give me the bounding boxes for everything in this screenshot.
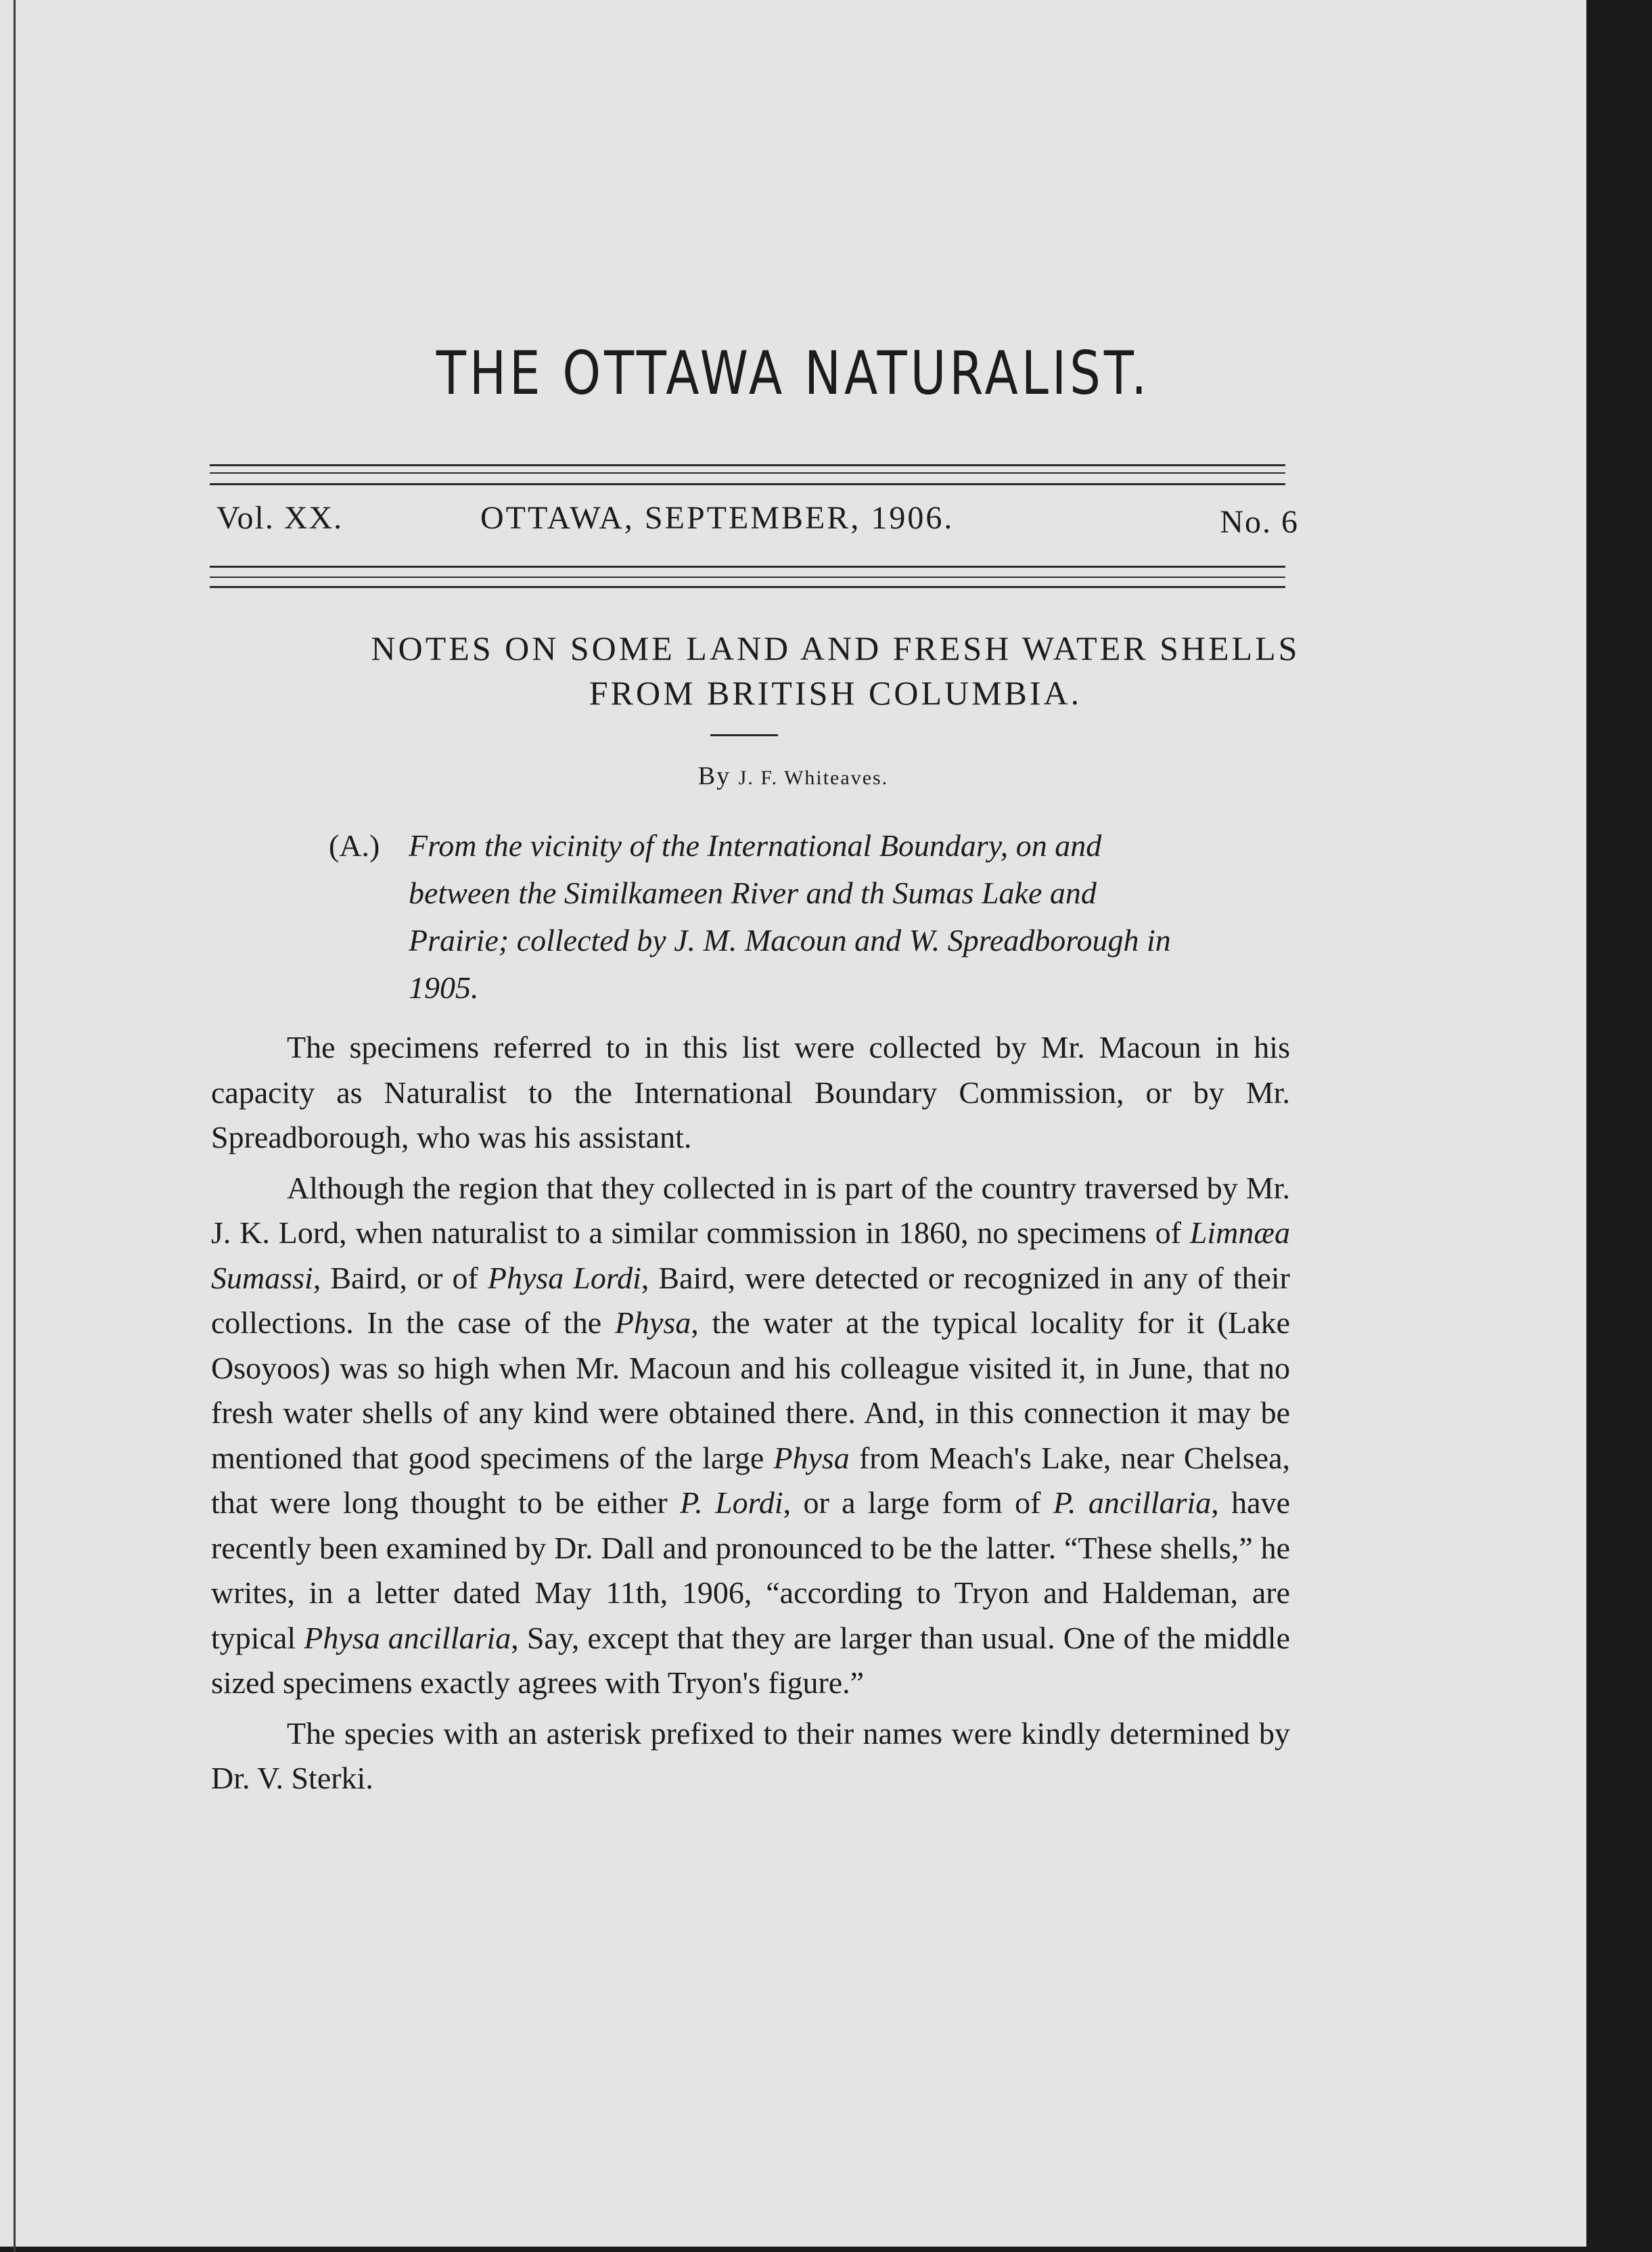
paragraph-1: The specimens referred to in this list were collected by Mr. Macoun in his capacity as Naturalist to the International Boundary Commission, or by Mr. Spreadborough, who was his assistant. bbox=[211, 1030, 1290, 1154]
p2-text-b: , Baird, or of bbox=[313, 1260, 488, 1295]
p2-text-a: Although the region that they collected in is part of the country traversed by Mr. J. K. Lord, when naturalist to a similar commission in 1860, no specimens of bbox=[211, 1170, 1290, 1250]
article-title-line-2: FROM BRITISH COLUMBIA. bbox=[589, 674, 1082, 712]
binding-edge-line bbox=[14, 0, 16, 2252]
volume-label: Vol. XX. bbox=[216, 500, 344, 536]
species-physa-lordi: Physa Lordi bbox=[487, 1260, 641, 1295]
species-physa-ancillaria: Physa ancillaria bbox=[304, 1620, 511, 1655]
p2-text-f: , or a large form of bbox=[783, 1485, 1053, 1520]
header-rule-top-3 bbox=[210, 483, 1285, 485]
header-rule-bottom-2 bbox=[210, 577, 1285, 578]
species-p-lordi: P. Lordi bbox=[680, 1485, 783, 1520]
header-rule-top-1 bbox=[210, 464, 1285, 466]
byline-prefix: By bbox=[697, 762, 731, 790]
section-description: From the vicinity of the International Boundary, on and between the Similkameen River and th Sumas Lake and Prairie; collected by J. M. Macoun and W. Spreadborough in 1905. bbox=[409, 828, 1171, 1005]
place-date: OTTAWA, SEPTEMBER, 1906. bbox=[480, 500, 955, 536]
genus-physa-2: Physa bbox=[773, 1440, 850, 1475]
issue-number: No. 6 bbox=[1220, 504, 1299, 540]
p2-text-e: from Meach's Lake, near Chelsea, that were long thought to be either bbox=[211, 1440, 1290, 1520]
paragraph-2 bbox=[211, 1166, 1290, 1706]
section-label: (A.) bbox=[329, 828, 380, 863]
species-limnaea-sumassi: Limnæa Sumassi bbox=[211, 1215, 1290, 1295]
article-title bbox=[162, 626, 1509, 715]
author-name: J. F. Whiteaves. bbox=[738, 767, 889, 789]
paragraph-3: The species with an asterisk prefixed to their names were kindly determined by Dr. V. Sterki. bbox=[211, 1715, 1290, 1795]
p2-text-c: , Baird, were detected or recognized in any of their collections. In the case of the bbox=[211, 1260, 1290, 1340]
title-divider bbox=[710, 734, 778, 736]
section-heading bbox=[329, 822, 1195, 1012]
p2-text-g: , have recently been examined by Dr. Dall and pronounced to be the latter. “These shells,” he writes, in a letter dated May 11th, 1906, “according to Tryon and Haldeman, are typical bbox=[211, 1485, 1290, 1655]
journal-title: THE OTTAWA NATURALIST. bbox=[436, 338, 1151, 408]
issue-header bbox=[216, 499, 1299, 554]
header-rule-bottom-3 bbox=[210, 586, 1285, 588]
header-rule-top-2 bbox=[210, 472, 1285, 474]
header-rule-bottom-1 bbox=[210, 566, 1285, 568]
article-title-line-1: NOTES ON SOME LAND AND FRESH WATER SHELLS bbox=[371, 629, 1300, 667]
genus-physa: Physa bbox=[614, 1305, 691, 1340]
p2-text-d: , the water at the typical locality for it (Lake Osoyoos) was so high when Mr. Macoun and his colleague visited it, in June, that no fresh water shells of any kind were obtained there. And, in this connection it may be mentioned that good specimens of the large bbox=[211, 1305, 1290, 1475]
article-body bbox=[211, 1025, 1290, 1801]
species-p-ancillaria: P. ancillaria bbox=[1053, 1485, 1212, 1520]
p2-text-h: , Say, except that they are larger than usual. One of the middle sized specimens exactly agrees with Tryon's figure.” bbox=[211, 1620, 1290, 1700]
byline bbox=[0, 761, 1586, 791]
